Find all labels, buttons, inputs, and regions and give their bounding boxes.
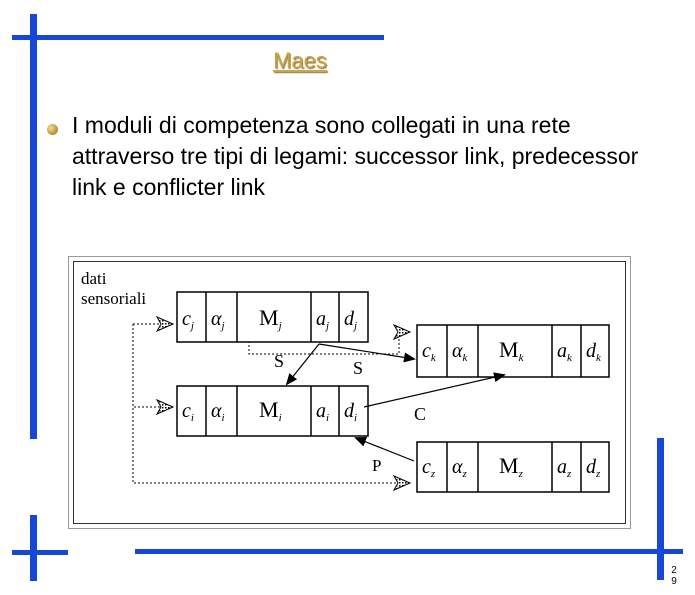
module-i-m: Mi (259, 397, 282, 424)
frame-top-horizontal-bar (12, 35, 384, 40)
predecessor-link-p (356, 438, 414, 461)
competence-network-diagram (68, 256, 631, 529)
slide-title: Maes (273, 48, 327, 73)
module-k-a: $a_k$ (557, 340, 572, 364)
module-k-alpha: $\alpha_k$ (452, 340, 468, 364)
successor-link-label-2: S (353, 358, 364, 378)
page-number-digit-2: 9 (671, 576, 677, 587)
module-z-c: $c_z$ (422, 456, 436, 480)
page-number (668, 565, 680, 587)
module-z-m: Mz (499, 453, 523, 480)
module-i-a: $a_i$ (316, 400, 330, 424)
module-z-alpha: $\alpha_z$ (452, 456, 467, 480)
successor-link-s1 (287, 344, 319, 384)
successor-link-s2 (319, 344, 414, 359)
module-i-c: $c_i$ (182, 400, 194, 424)
conflicter-link-c (364, 375, 504, 407)
frame-bottom-left-horizontal-bar (12, 550, 68, 555)
frame-right-vertical-bar (657, 438, 664, 580)
module-k-m: Mk (499, 337, 524, 364)
conflicter-link-label: C (414, 404, 427, 424)
module-k (417, 325, 609, 377)
frame-left-vertical-bar (30, 14, 37, 439)
frame-bottom-left-vertical-bar (30, 515, 37, 581)
module-z (417, 442, 609, 492)
module-j-c: $c_j$ (182, 308, 194, 332)
module-j (177, 292, 368, 342)
module-k-c: $c_k$ (422, 340, 436, 364)
bullet-text: I moduli di competenza sono collegati in una rete attraverso tre tipi di legami: successor link, predecessor link e conflicter link (72, 112, 639, 200)
input-label-line1: dati (81, 269, 107, 288)
module-j-d: $d_j$ (344, 308, 358, 332)
input-label-line2: sensoriali (81, 289, 147, 308)
module-i (177, 386, 368, 436)
diagram-svg (69, 257, 630, 528)
module-j-alpha: $\alpha_j$ (211, 308, 225, 332)
bullet-icon (47, 124, 58, 135)
module-i-alpha: $\alpha_i$ (211, 400, 225, 424)
module-i-d: $d_i$ (344, 400, 358, 424)
frame-bottom-horizontal-bar (135, 549, 683, 554)
module-z-d: $d_z$ (586, 456, 601, 480)
module-k-d: $d_k$ (586, 340, 601, 364)
module-z-a: $a_z$ (557, 456, 572, 480)
successor-link-label-1: S (274, 351, 285, 371)
module-j-m: Mj (259, 305, 282, 332)
module-j-a: $a_j$ (316, 308, 330, 332)
predecessor-link-label: P (372, 456, 382, 475)
page-number-digit-1: 2 (671, 565, 677, 576)
